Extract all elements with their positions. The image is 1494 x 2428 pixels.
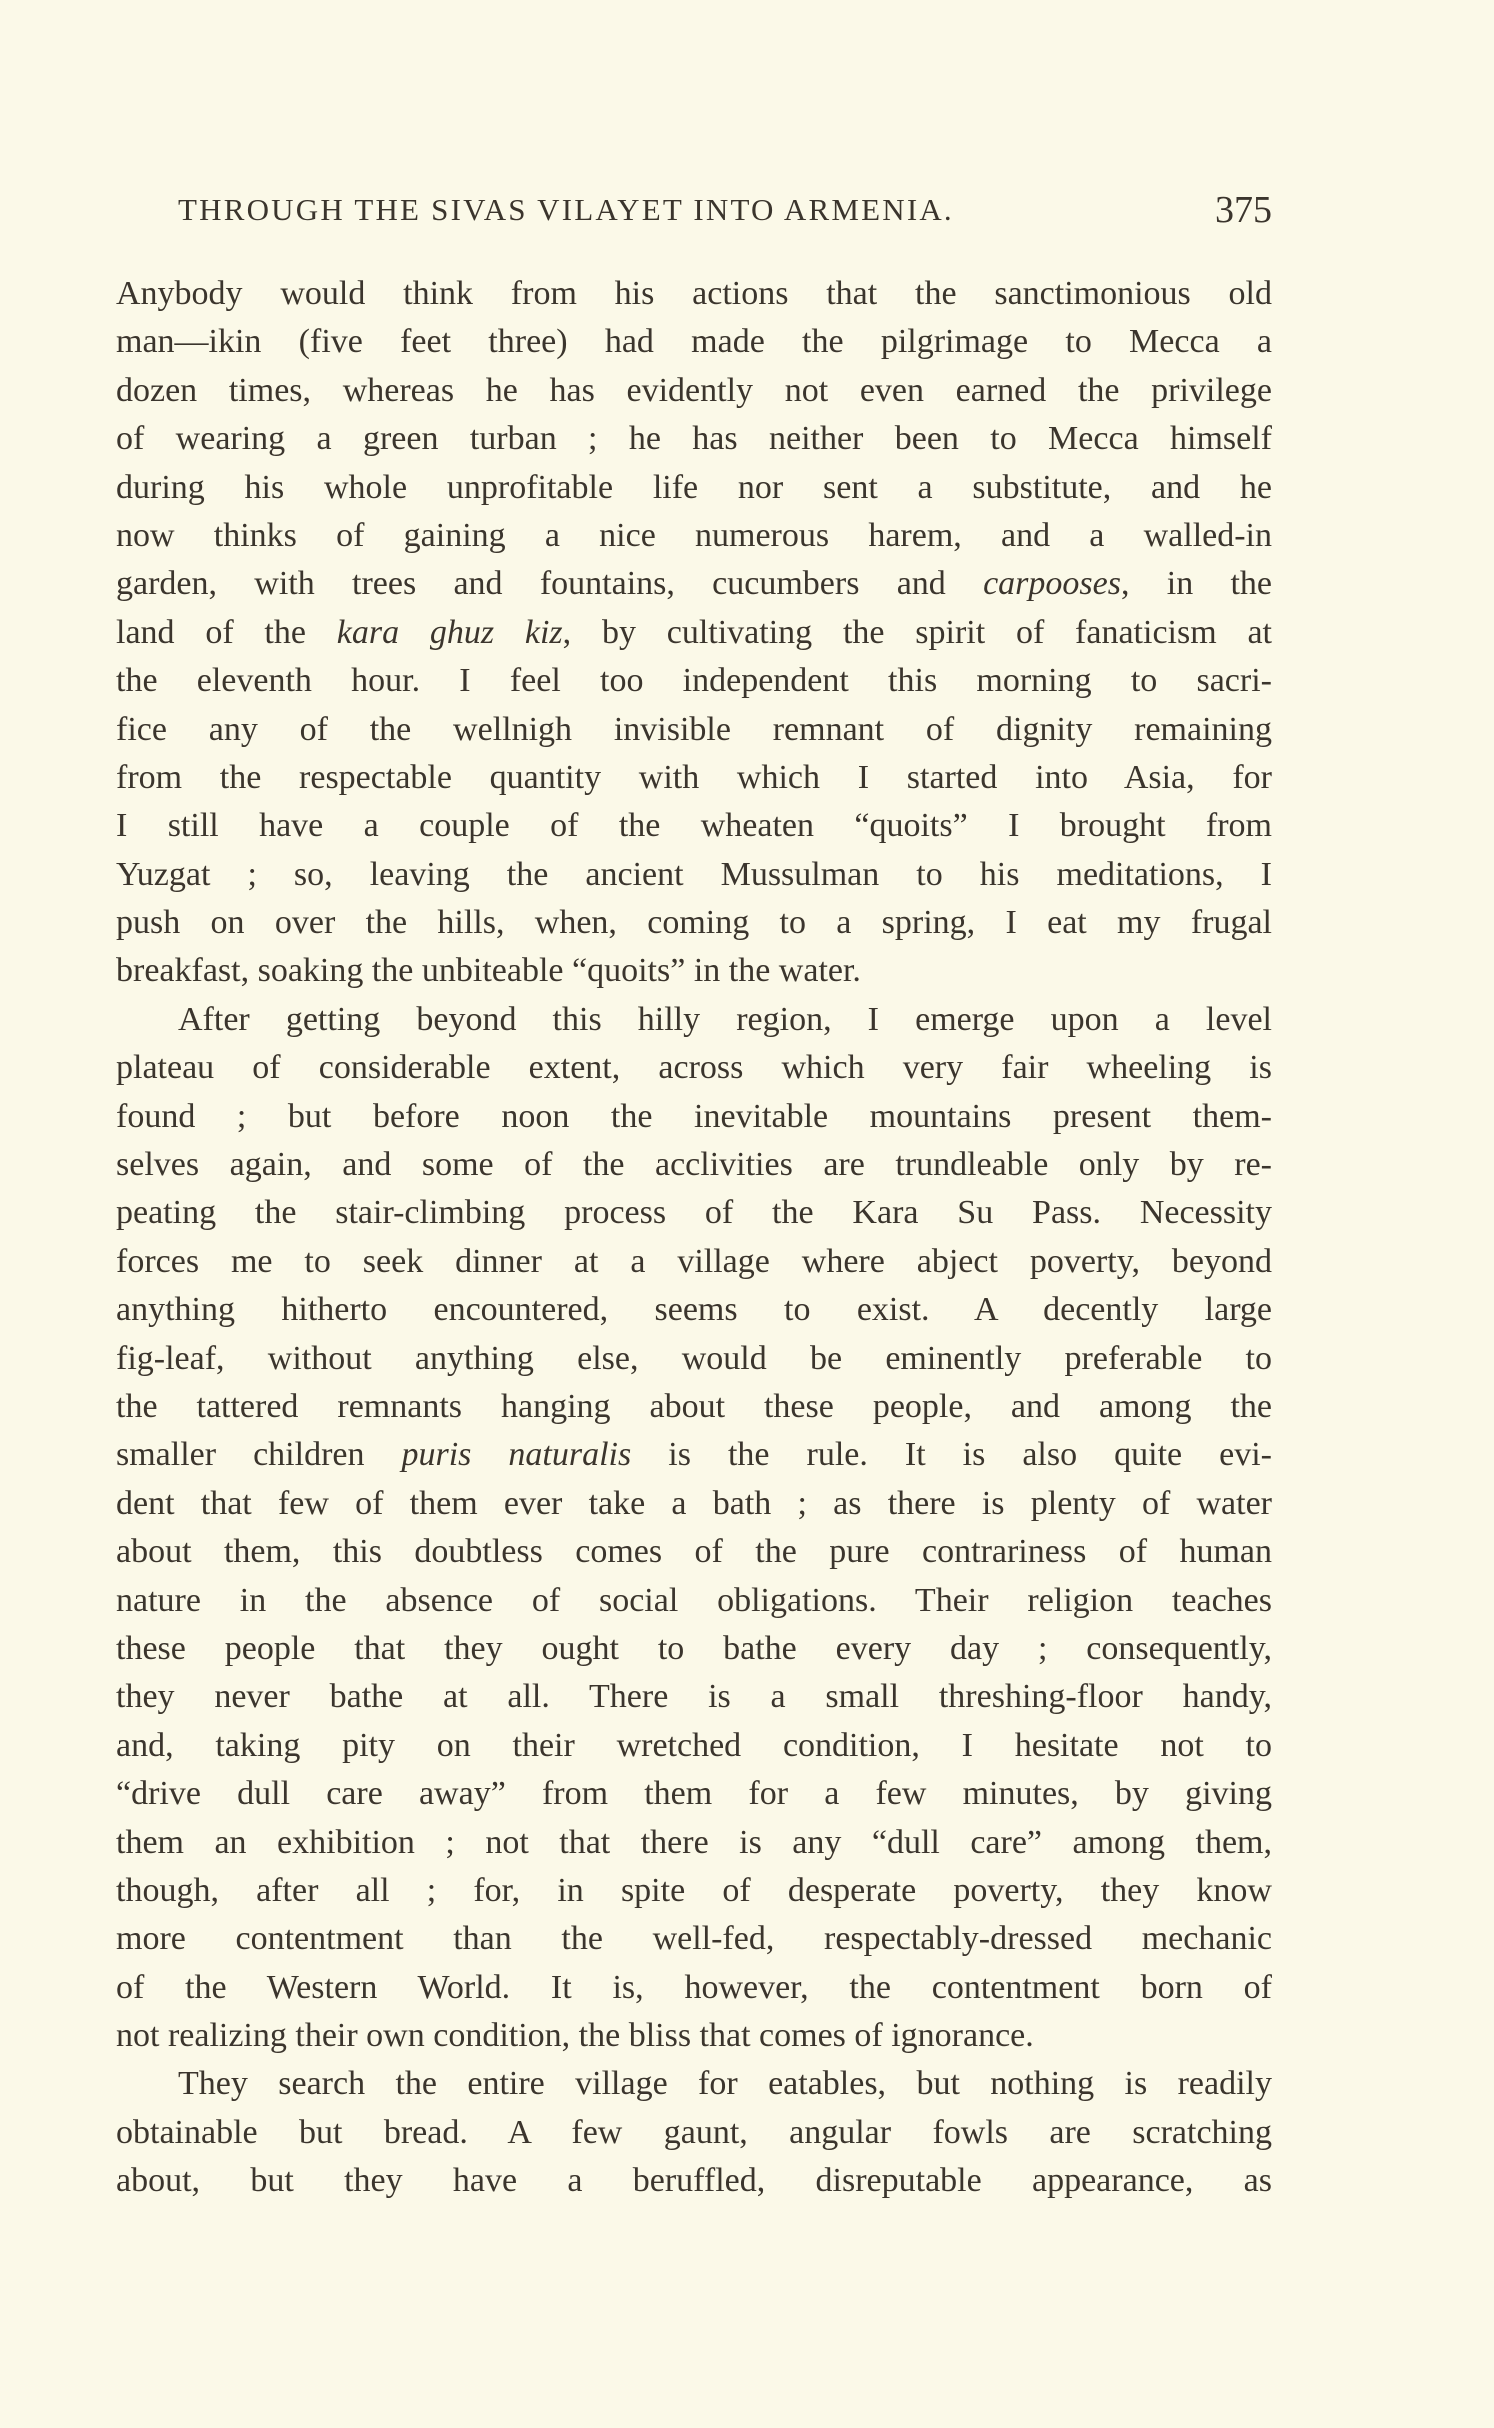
text-line	[116, 2012, 1272, 2060]
text-segment: smaller children	[116, 1436, 402, 1474]
text-segment: of wearing a green turban ; he has neither been to Mecca himself	[116, 420, 1272, 458]
text-line	[116, 1335, 1272, 1383]
text-segment: during his whole unprofitable life nor sent a substitute, and he	[116, 468, 1272, 506]
text-segment: they never bathe at all. There is a small threshing-floor handy,	[116, 1678, 1272, 1716]
text-line	[116, 1480, 1272, 1528]
text-segment: , in the	[1120, 565, 1272, 603]
text-segment: breakfast, soaking the unbiteable “quoits” in the water.	[116, 952, 861, 990]
text-line	[116, 1383, 1272, 1431]
text-line	[116, 1286, 1272, 1334]
text-segment: is the rule. It is also quite evi-	[631, 1436, 1272, 1474]
text-segment: selves again, and some of the acclivities are trundleable only by re-	[116, 1146, 1272, 1184]
text-line	[116, 1189, 1272, 1237]
text-segment: though, after all ; for, in spite of desperate poverty, they know	[116, 1871, 1272, 1909]
italic-phrase: carpooses	[983, 565, 1121, 603]
text-segment: from the respectable quantity with which I started into Asia, for	[116, 758, 1272, 796]
text-line	[116, 1722, 1272, 1770]
text-segment: the eleventh hour. I feel too independent this morning to sacri-	[116, 662, 1272, 700]
text-line	[116, 512, 1272, 560]
running-head	[178, 186, 1272, 234]
text-segment: anything hitherto encountered, seems to exist. A decently large	[116, 1291, 1272, 1329]
text-line	[116, 1093, 1272, 1141]
text-segment: fig-leaf, without anything else, would be eminently preferable to	[116, 1339, 1272, 1377]
text-line	[116, 1238, 1272, 1286]
text-line	[116, 2060, 1272, 2108]
text-line	[116, 754, 1272, 802]
text-line	[116, 1964, 1272, 2012]
text-segment: dozen times, whereas he has evidently not even earned the privilege	[116, 371, 1272, 409]
text-line	[116, 367, 1272, 415]
text-segment: peating the stair-climbing process of the Kara Su Pass. Necessity	[116, 1194, 1272, 1232]
text-segment: obtainable but bread. A few gaunt, angular fowls are scratching	[116, 2113, 1272, 2151]
text-line	[116, 270, 1272, 318]
text-segment: of the Western World. It is, however, the contentment born of	[116, 1968, 1272, 2006]
text-segment: plateau of considerable extent, across which very fair wheeling is	[116, 1049, 1272, 1087]
running-title: THROUGH THE SIVAS VILAYET INTO ARMENIA.	[178, 192, 954, 227]
text-segment: fice any of the wellnigh invisible remnant of dignity remaining	[116, 710, 1272, 748]
text-line	[116, 464, 1272, 512]
text-line	[116, 1431, 1272, 1479]
text-line	[116, 996, 1272, 1044]
text-line	[116, 1044, 1272, 1092]
text-segment: Anybody would think from his actions that the sanctimonious old	[116, 275, 1272, 312]
text-line	[116, 1577, 1272, 1625]
text-line	[116, 318, 1272, 366]
text-line	[116, 706, 1272, 754]
text-segment: After getting beyond this hilly region, I emerge upon a level	[178, 1000, 1272, 1038]
page-number: 375	[1215, 189, 1272, 231]
text-segment: Yuzgat ; so, leaving the ancient Mussulman to his meditations, I	[116, 855, 1272, 893]
italic-phrase: puris naturalis	[401, 1436, 632, 1474]
text-segment: now thinks of gaining a nice numerous harem, and a walled-in	[116, 516, 1272, 554]
text-segment: these people that they ought to bathe every day ; consequently,	[116, 1629, 1272, 1667]
text-line	[116, 1141, 1272, 1189]
text-line	[116, 2157, 1272, 2205]
text-segment: them an exhibition ; not that there is any “dull care” among them,	[116, 1823, 1272, 1861]
text-line	[116, 947, 1272, 995]
paragraph	[116, 2060, 1272, 2205]
text-segment: dent that few of them ever take a bath ; as there is plenty of water	[116, 1484, 1272, 1522]
text-line	[116, 415, 1272, 463]
text-segment: They search the entire village for eatables, but nothing is readily	[178, 2065, 1272, 2103]
text-line	[116, 1528, 1272, 1576]
text-segment: I still have a couple of the wheaten “quoits” I brought from	[116, 807, 1272, 845]
text-line	[116, 1867, 1272, 1915]
text-line	[116, 1819, 1272, 1867]
text-line	[116, 609, 1272, 657]
text-segment: about, but they have a beruffled, disreputable appearance, as	[116, 2162, 1272, 2200]
paragraph	[116, 270, 1272, 996]
text-line	[116, 899, 1272, 947]
text-line	[116, 802, 1272, 850]
text-segment: and, taking pity on their wretched condition, I hesitate not to	[116, 1726, 1272, 1764]
text-segment: forces me to seek dinner at a village where abject poverty, beyond	[116, 1242, 1272, 1280]
text-segment: push on over the hills, when, coming to a spring, I eat my frugal	[116, 904, 1272, 942]
italic-phrase: kara ghuz kiz	[336, 613, 563, 651]
text-segment: not realizing their own condition, the bliss that comes of ignorance.	[116, 2017, 1034, 2055]
text-line	[116, 560, 1272, 608]
text-segment: more contentment than the well-fed, respectably-dressed mechanic	[116, 1920, 1272, 1958]
text-segment: “drive dull care away” from them for a few minutes, by giving	[116, 1775, 1272, 1813]
body-text	[116, 270, 1272, 2206]
text-line	[116, 1673, 1272, 1721]
text-line	[116, 851, 1272, 899]
text-line	[116, 657, 1272, 705]
text-line	[116, 1770, 1272, 1818]
paragraph	[116, 996, 1272, 2061]
text-segment: the tattered remnants hanging about these people, and among the	[116, 1387, 1272, 1425]
text-segment: about them, this doubtless comes of the pure contrariness of human	[116, 1533, 1272, 1571]
text-segment: land of the	[116, 613, 337, 651]
text-segment: , by cultivating the spirit of fanaticism at	[562, 613, 1272, 651]
text-segment: found ; but before noon the inevitable mountains present them-	[116, 1097, 1272, 1135]
text-segment: man—ikin (five feet three) had made the pilgrimage to Mecca a	[116, 323, 1272, 361]
text-segment: garden, with trees and fountains, cucumbers and	[116, 565, 984, 603]
text-line	[116, 2109, 1272, 2157]
text-line	[116, 1915, 1272, 1963]
text-line	[116, 1625, 1272, 1673]
text-segment: nature in the absence of social obligations. Their religion teaches	[116, 1581, 1272, 1619]
